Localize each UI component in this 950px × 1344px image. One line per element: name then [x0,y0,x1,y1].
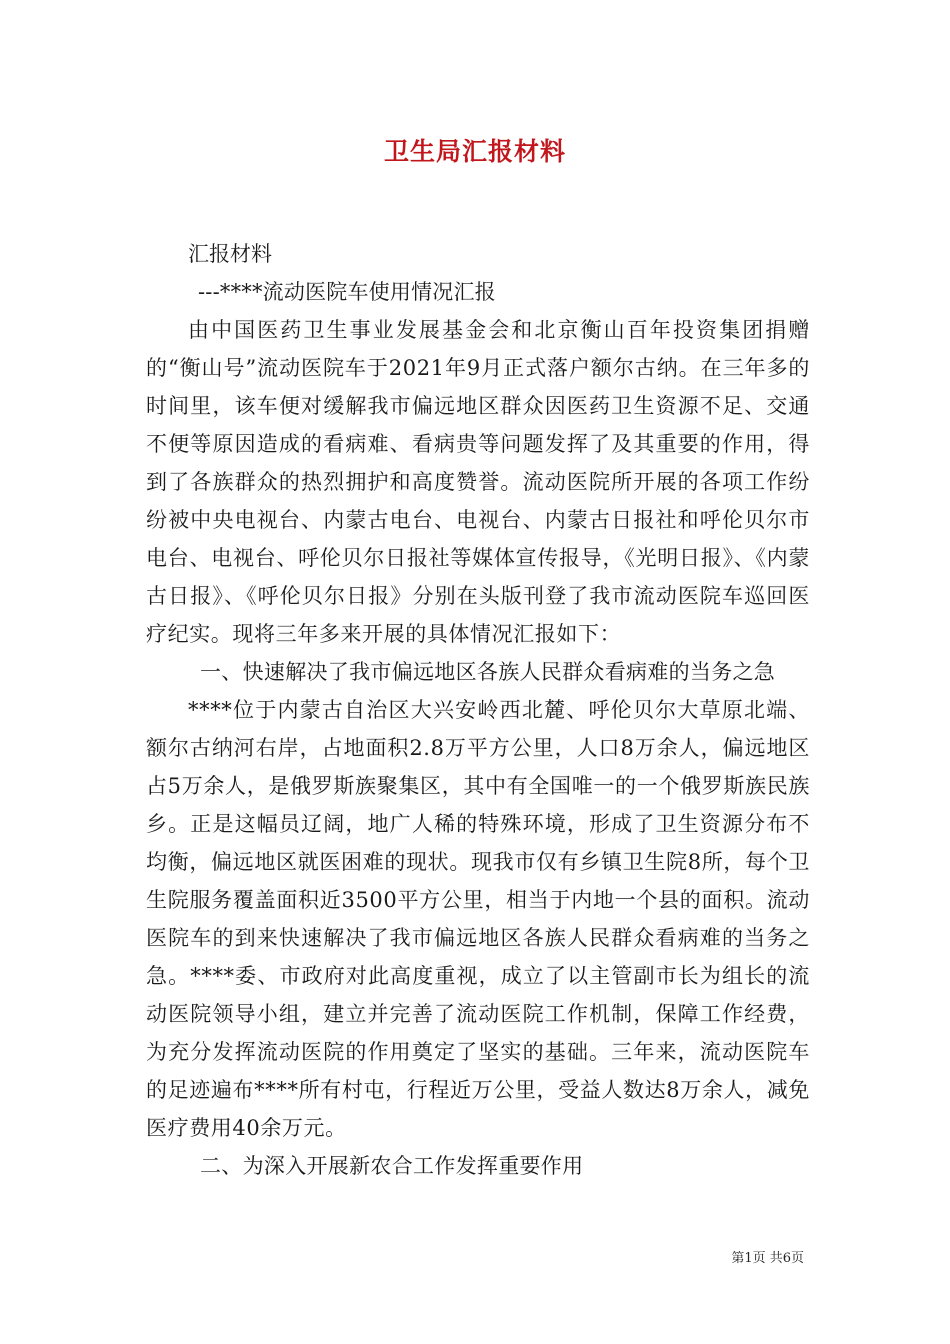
report-subtitle: ---****流动医院车使用情况汇报 [198,280,496,304]
section-1-paragraph: ****位于内蒙古自治区大兴安岭西北麓、呼伦贝尔大草原北端、额尔古纳河右岸，占地面积2.8万平方公里，人口8万余人，偏远地区占5万余人，是俄罗斯族聚集区，其中有全国唯一的一个俄罗斯族民族乡。正是这幅员辽阔，地广人稀的特殊环境，形成了卫生资源分布不均衡，偏远地区就医困难的现状。现我市仅有乡镇卫生院8所，每个卫生院服务覆盖面积近3500平方公里，相当于内地一个县的面积。流动医院车的到来快速解决了我市偏远地区各族人民群众看病难的当务之急。****委、市政府对此高度重视，成立了以主管副市长为组长的流动医院领导小组，建立并完善了流动医院工作机制，保障工作经费，为充分发挥流动医院的作用奠定了坚实的基础。三年来，流动医院车的足迹遍布****所有村屯，行程近万公里，受益人数达8万余人，减免医疗费用40余万元。 [146,698,810,1140]
intro-paragraph: 由中国医药卫生事业发展基金会和北京衡山百年投资集团捐赠的“衡山号”流动医院车于2021年9月正式落户额尔古纳。在三年多的时间里，该车便对缓解我市偏远地区群众因医药卫生资源不足、交通不便等原因造成的看病难、看病贵等问题发挥了及其重要的作用，得到了各族群众的热烈拥护和高度赞誉。流动医院所开展的各项工作纷纷被中央电视台、内蒙古电台、电视台、内蒙古日报社和呼伦贝尔市电台、电视台、呼伦贝尔日报社等媒体宣传报导，《光明日报》、《内蒙古日报》、《呼伦贝尔日报》分别在头版刊登了我市流动医院车巡回医疗纪实。现将三年多来开展的具体情况汇报如下： [146,318,810,646]
document-body [146,235,810,1185]
report-label: 汇报材料 [188,242,272,266]
section-heading-1: 一、快速解决了我市偏远地区各族人民群众看病难的当务之急 [200,660,776,684]
section-heading-2: 二、为深入开展新农合工作发挥重要作用 [200,1154,584,1178]
document-title: 卫生局汇报材料 [383,137,566,166]
page-number: 第1页 共6页 [731,1251,804,1266]
